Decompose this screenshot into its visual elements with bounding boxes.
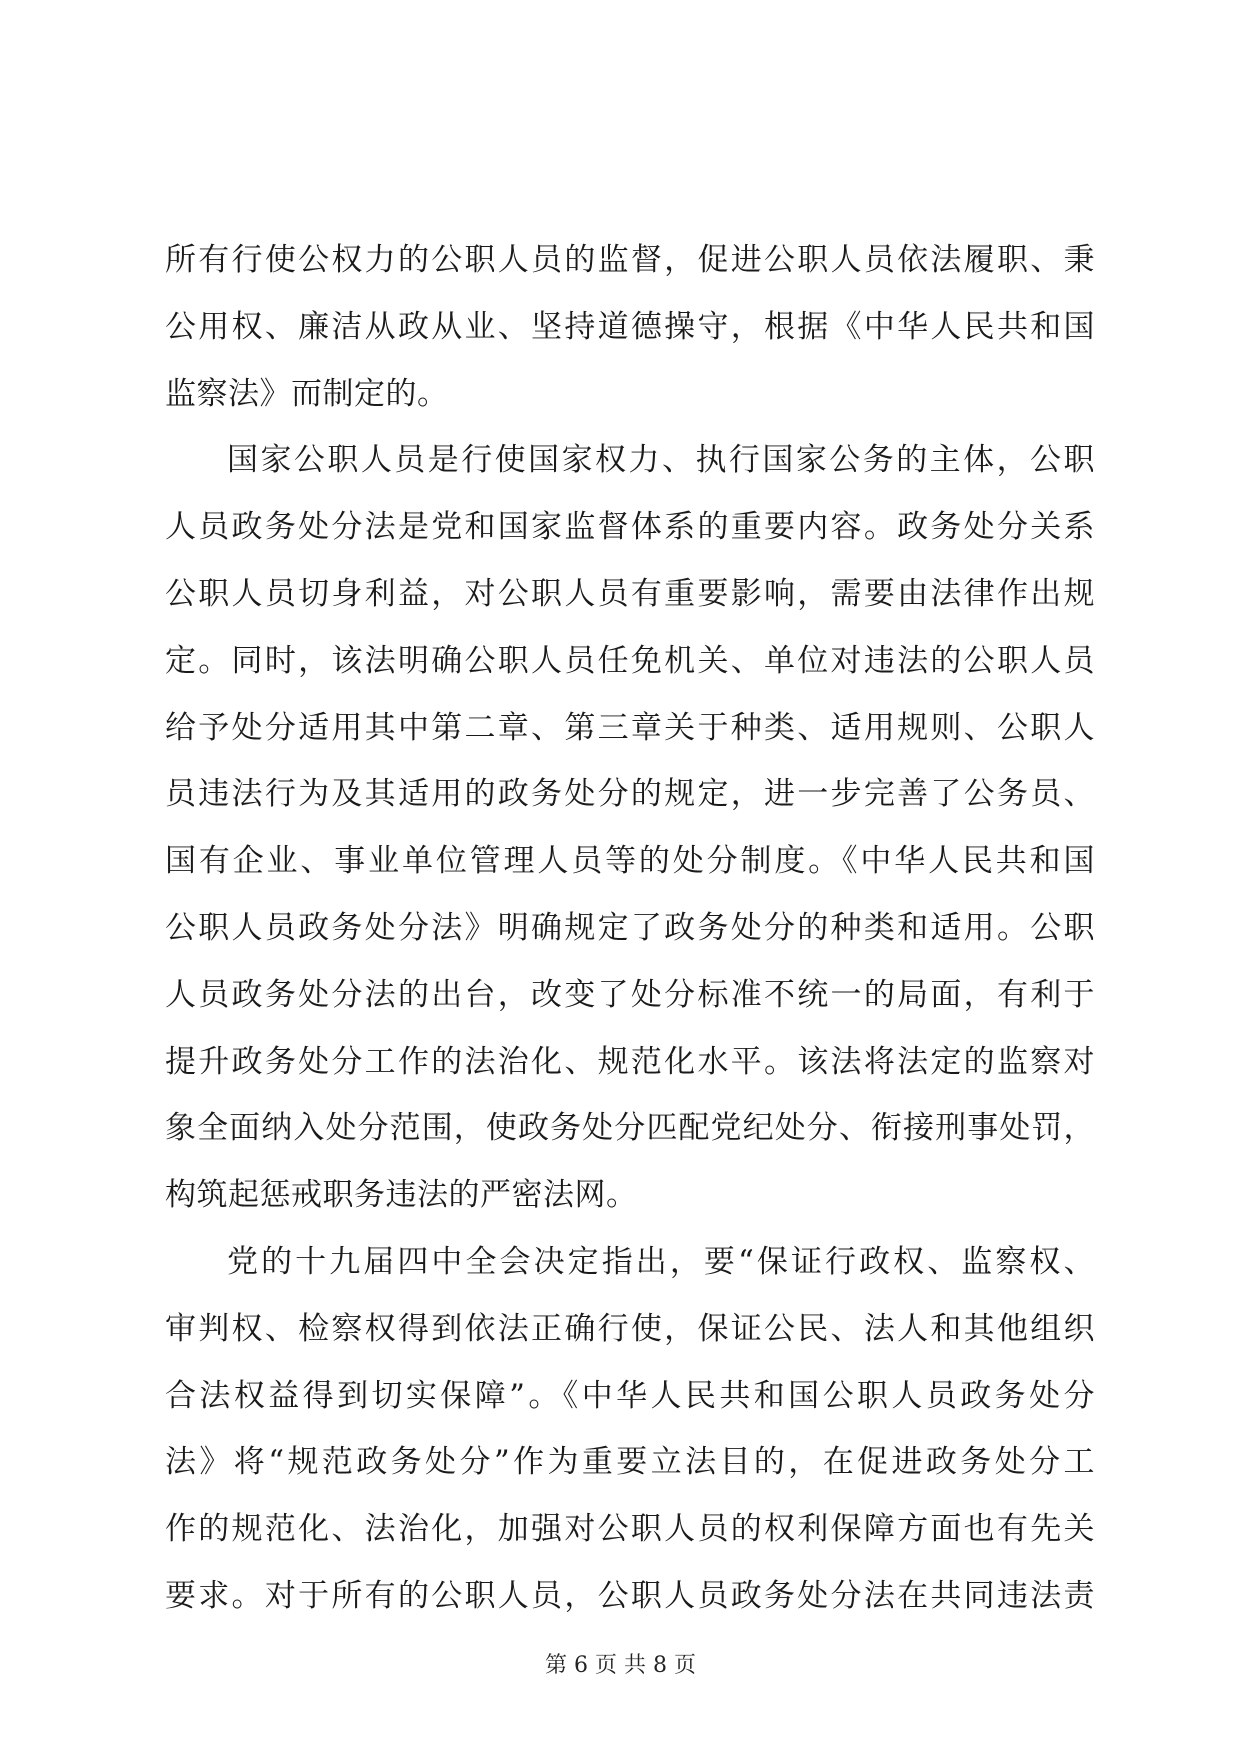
- text-line: 监察法》而制定的。: [165, 375, 449, 412]
- text-line: 作的规范化、法治化，加强对公职人员的权利保障方面也有先关: [165, 1511, 1095, 1548]
- text-line: 党的十九届四中全会决定指出，要“保证行政权、监察权、: [227, 1243, 1095, 1280]
- paragraph: [165, 427, 1095, 1229]
- text-line: 人员政务处分法是党和国家监督体系的重要内容。政务处分关系: [165, 509, 1095, 546]
- text-line: 国有企业、事业单位管理人员等的处分制度。《中华人民共和国: [165, 843, 1095, 880]
- text-line: 法》将“规范政务处分”作为重要立法目的，在促进政务处分工: [165, 1444, 1095, 1481]
- text-line: 定。同时，该法明确公职人员任免机关、单位对违法的公职人员: [165, 642, 1095, 679]
- text-line: 所有行使公权力的公职人员的监督，促进公职人员依法履职、秉: [165, 242, 1095, 278]
- text-line: 象全面纳入处分范围，使政务处分匹配党纪处分、衔接刑事处罚，: [165, 1110, 1095, 1147]
- text-line: 公职人员政务处分法》明确规定了政务处分的种类和适用。公职: [165, 909, 1095, 946]
- text-line: 给予处分适用其中第二章、第三章关于种类、适用规则、公职人: [165, 709, 1095, 746]
- text-line: 国家公职人员是行使国家权力、执行国家公务的主体，公职: [227, 442, 1095, 479]
- paragraph: [165, 1229, 1095, 1630]
- text-line: 员违法行为及其适用的政务处分的规定，进一步完善了公务员、: [165, 776, 1095, 813]
- page-number-footer: 第 6 页 共 8 页: [545, 1653, 696, 1678]
- document-body: [165, 227, 1095, 1630]
- text-line: 构筑起惩戒职务违法的严密法网。: [165, 1177, 638, 1214]
- text-line: 公职人员切身利益，对公职人员有重要影响，需要由法律作出规: [165, 575, 1095, 612]
- text-line: 人员政务处分法的出台，改变了处分标准不统一的局面，有利于: [165, 976, 1095, 1013]
- paragraph: [165, 227, 1095, 427]
- text-line: 审判权、检察权得到依法正确行使，保证公民、法人和其他组织: [165, 1310, 1095, 1347]
- text-line: 提升政务处分工作的法治化、规范化水平。该法将法定的监察对: [165, 1043, 1095, 1080]
- text-line: 公用权、廉洁从政从业、坚持道德操守，根据《中华人民共和国: [165, 308, 1095, 345]
- text-line: 要求。对于所有的公职人员，公职人员政务处分法在共同违法责: [165, 1577, 1095, 1614]
- text-line: 合法权益得到切实保障”。《中华人民共和国公职人员政务处分: [165, 1377, 1095, 1414]
